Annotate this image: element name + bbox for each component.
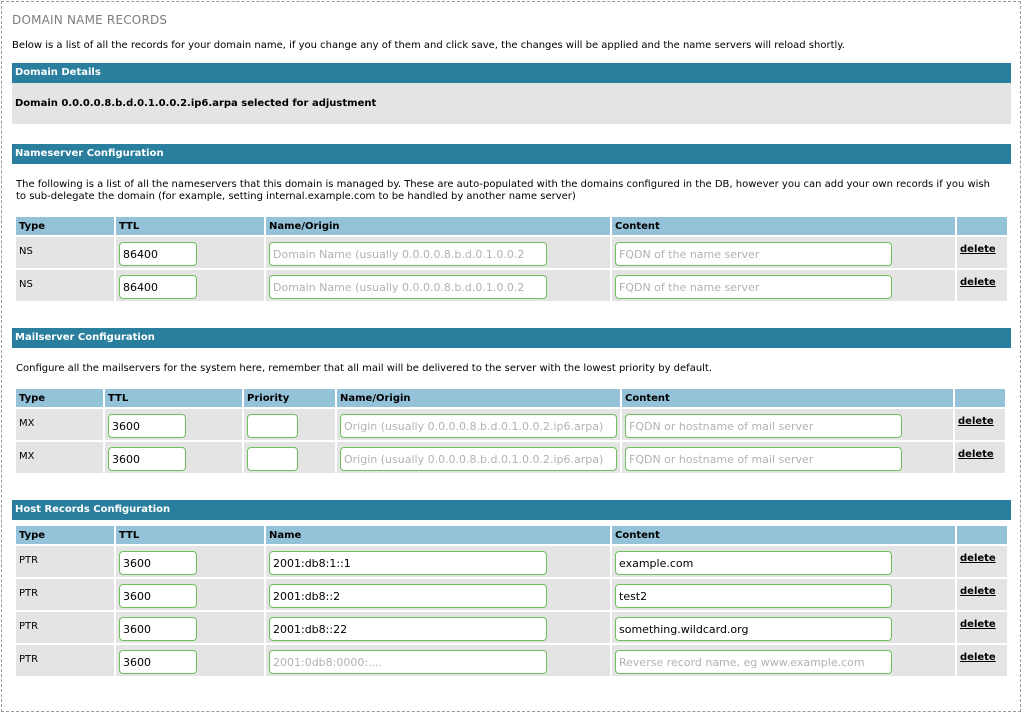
page-title: DOMAIN NAME RECORDS — [12, 13, 168, 27]
name-input[interactable] — [269, 551, 547, 575]
column-header-actions — [957, 526, 1007, 544]
table-row — [16, 442, 1005, 473]
mailserver-config-description: Configure all the mailservers for the system here, remember that all mail will be delivered to the server with the lowest priority by default. — [16, 363, 713, 374]
delete-link[interactable]: delete — [960, 244, 996, 255]
host-records-config-header: Host Records Configuration — [12, 500, 1011, 520]
name-input[interactable] — [269, 584, 547, 608]
column-header-content: Content — [612, 217, 955, 235]
column-header-name-origin: Name/Origin — [266, 217, 610, 235]
name-origin-input[interactable] — [269, 275, 547, 299]
ttl-input[interactable] — [119, 242, 197, 266]
ttl-input[interactable] — [108, 447, 186, 471]
domain-details-header: Domain Details — [12, 63, 1011, 83]
host-records-table-header — [16, 526, 1007, 544]
content-input[interactable] — [615, 242, 892, 266]
record-type: MX — [16, 409, 103, 440]
host-records-table — [14, 524, 1009, 678]
ttl-input[interactable] — [119, 617, 197, 641]
ttl-input[interactable] — [108, 414, 186, 438]
ttl-input[interactable] — [119, 584, 197, 608]
nameserver-config-header: Nameserver Configuration — [12, 144, 1011, 164]
content-input[interactable] — [615, 650, 892, 674]
table-row — [16, 579, 1007, 610]
table-row — [16, 645, 1007, 676]
table-row — [16, 270, 1007, 301]
column-header-type: Type — [16, 526, 114, 544]
content-input[interactable] — [625, 414, 902, 438]
content-input[interactable] — [615, 275, 892, 299]
ttl-input[interactable] — [119, 551, 197, 575]
table-row — [16, 612, 1007, 643]
delete-link[interactable]: delete — [960, 652, 996, 663]
content-input[interactable] — [625, 447, 902, 471]
name-input[interactable] — [269, 617, 547, 641]
delete-link[interactable]: delete — [958, 449, 994, 460]
column-header-name: Name — [266, 526, 610, 544]
delete-link[interactable]: delete — [960, 553, 996, 564]
nameserver-table — [14, 215, 1009, 303]
column-header-ttl: TTL — [105, 389, 242, 407]
content-input[interactable] — [615, 584, 892, 608]
column-header-type: Type — [16, 389, 103, 407]
name-input[interactable] — [269, 650, 547, 674]
priority-input[interactable] — [247, 447, 298, 471]
record-type: PTR — [16, 645, 114, 676]
name-origin-input[interactable] — [269, 242, 547, 266]
column-header-ttl: TTL — [116, 217, 264, 235]
record-type: NS — [16, 270, 114, 301]
name-origin-input[interactable] — [340, 447, 617, 471]
selected-domain-text: Domain 0.0.0.0.8.b.d.0.1.0.0.2.ip6.arpa selected for adjustment — [15, 98, 377, 109]
priority-input[interactable] — [247, 414, 298, 438]
mailserver-table — [14, 387, 1007, 475]
delete-link[interactable]: delete — [958, 416, 994, 427]
ttl-input[interactable] — [119, 275, 197, 299]
column-header-actions — [957, 217, 1007, 235]
nameserver-config-description: The following is a list of all the nameservers that this domain is managed by. These are auto-populated with the domains configured in the DB, however you can add your own records if you wish to sub-delegate the domain (for example, setting internal.example.com to be handled by another name server) — [16, 179, 990, 202]
column-header-content: Content — [622, 389, 953, 407]
record-type: MX — [16, 442, 103, 473]
table-row — [16, 409, 1005, 440]
name-origin-input[interactable] — [340, 414, 617, 438]
mailserver-table-header — [16, 389, 1005, 407]
column-header-content: Content — [612, 526, 955, 544]
delete-link[interactable]: delete — [960, 619, 996, 630]
column-header-type: Type — [16, 217, 114, 235]
column-header-ttl: TTL — [116, 526, 264, 544]
column-header-name-origin: Name/Origin — [337, 389, 620, 407]
mailserver-config-header: Mailserver Configuration — [12, 328, 1011, 348]
page-intro: Below is a list of all the records for your domain name, if you change any of them and click save, the changes will be applied and the name servers will reload shortly. — [12, 40, 845, 51]
table-row — [16, 546, 1007, 577]
record-type: NS — [16, 237, 114, 268]
table-row — [16, 237, 1007, 268]
delete-link[interactable]: delete — [960, 586, 996, 597]
column-header-priority: Priority — [244, 389, 335, 407]
column-header-actions — [955, 389, 1005, 407]
record-type: PTR — [16, 579, 114, 610]
content-input[interactable] — [615, 617, 892, 641]
record-type: PTR — [16, 612, 114, 643]
record-type: PTR — [16, 546, 114, 577]
ttl-input[interactable] — [119, 650, 197, 674]
nameserver-table-header — [16, 217, 1007, 235]
delete-link[interactable]: delete — [960, 277, 996, 288]
content-input[interactable] — [615, 551, 892, 575]
